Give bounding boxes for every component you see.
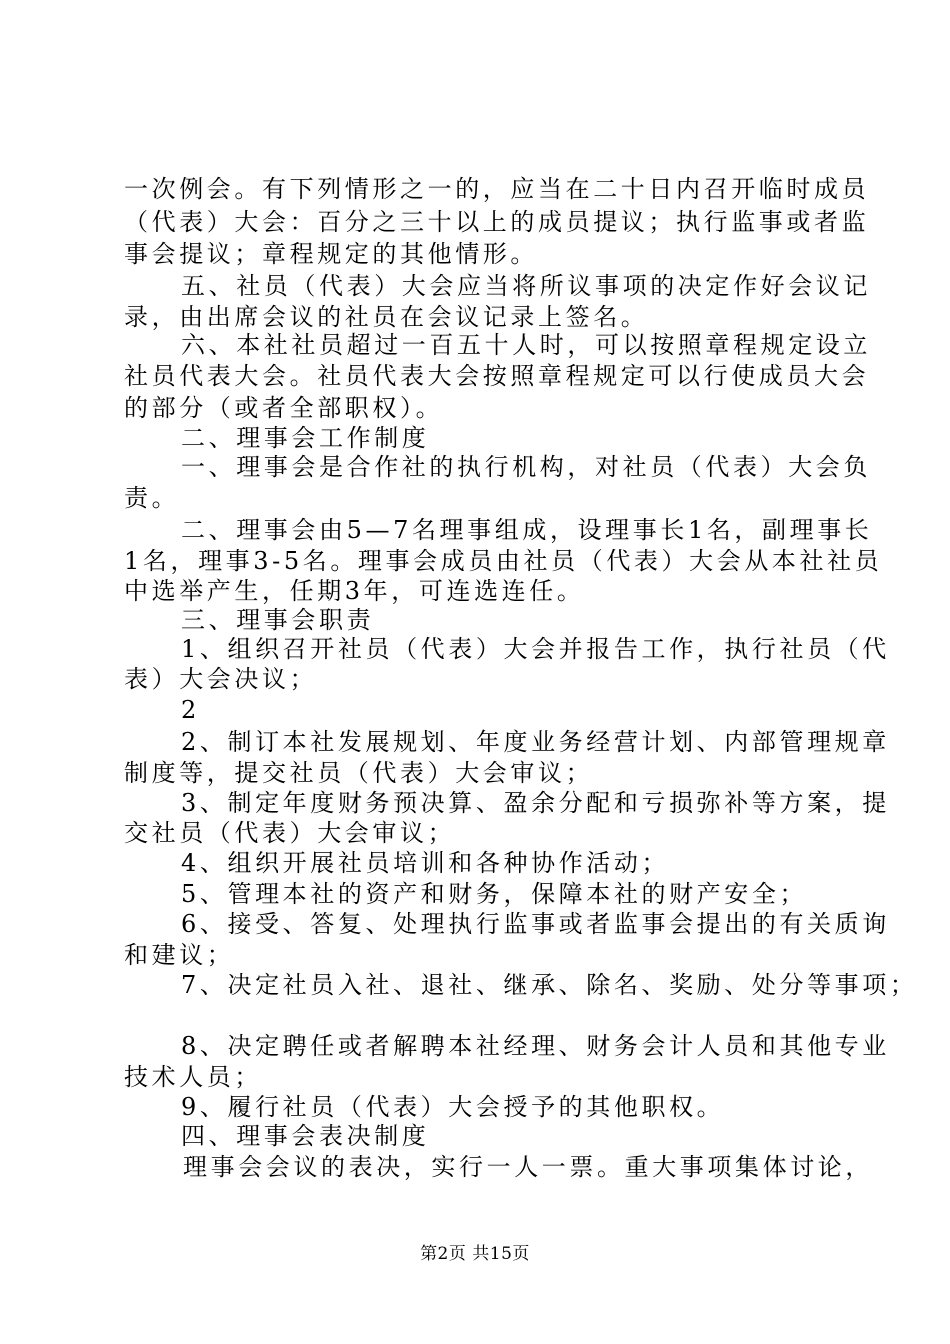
list-item: 4、组织开展社员培训和各种协作活动； (181, 849, 670, 877)
paragraph-line: 五、社员（代表）大会应当将所议事项的决定作好会议记 (181, 272, 871, 300)
list-item: 6、接受、答复、处理执行监事或者监事会提出的有关质询 (181, 910, 890, 938)
list-item: 7、决定社员入社、退社、继承、除名、奖励、处分等事项； (181, 971, 918, 999)
section-heading: 三、理事会职责 (181, 606, 375, 634)
section-heading: 四、理事会表决制度 (181, 1122, 430, 1150)
text-line: 社员代表大会。社员代表大会按照章程规定可以行使成员大会 (124, 362, 870, 390)
text-line: 一次例会。有下列情形之一的，应当在二十日内召开临时成员 (124, 175, 870, 203)
list-item: 2、制订本社发展规划、年度业务经营计划、内部管理规章 (181, 728, 890, 756)
text-line: 中选举产生，任期3年，可连选连任。 (124, 577, 585, 605)
list-item: 3、制定年度财务预决算、盈余分配和亏损弥补等方案，提 (181, 789, 890, 817)
text-line: 表）大会决议； (124, 665, 318, 693)
list-item: 1、组织召开社员（代表）大会并报告工作，执行社员（代 (181, 635, 890, 663)
paragraph-line: 一、理事会是合作社的执行机构，对社员（代表）大会负 (181, 453, 871, 481)
text-line: 的部分（或者全部职权）。 (124, 394, 444, 422)
page-footer: 第2页 共15页 (420, 1244, 530, 1264)
text-line: 交社员（代表）大会审议； (124, 819, 456, 847)
list-item: 8、决定聘任或者解聘本社经理、财务会计人员和其他专业 (181, 1032, 890, 1060)
section-heading: 二、理事会工作制度 (181, 424, 430, 452)
text-line: 制度等，提交社员（代表）大会审议； (124, 759, 594, 787)
list-item: 5、管理本社的资产和财务，保障本社的财产安全； (181, 880, 808, 908)
text-line: 事会提议；章程规定的其他情形。 (124, 240, 538, 268)
text-line: 技术人员； (124, 1063, 262, 1091)
paragraph-line: 理事会会议的表决，实行一人一票。重大事项集体讨论， (183, 1153, 873, 1181)
text-line: 录，由出席会议的社员在会议记录上签名。 (124, 303, 649, 331)
paragraph-line: 六、本社社员超过一百五十人时，可以按照章程规定设立 (181, 331, 871, 359)
page-number-marker: 2 (181, 696, 200, 724)
list-item: 9、履行社员（代表）大会授予的其他职权。 (181, 1093, 725, 1121)
text-line: （代表）大会：百分之三十以上的成员提议；执行监事或者监 (124, 208, 870, 236)
text-line: 和建议； (124, 941, 235, 969)
paragraph-line: 二、理事会由5—7名理事组成，设理事长1名，副理事长 (181, 516, 873, 544)
text-line: 责。 (124, 484, 180, 512)
text-line: 1名，理事3-5名。理事会成员由社员（代表）大会从本社社员 (124, 547, 883, 575)
